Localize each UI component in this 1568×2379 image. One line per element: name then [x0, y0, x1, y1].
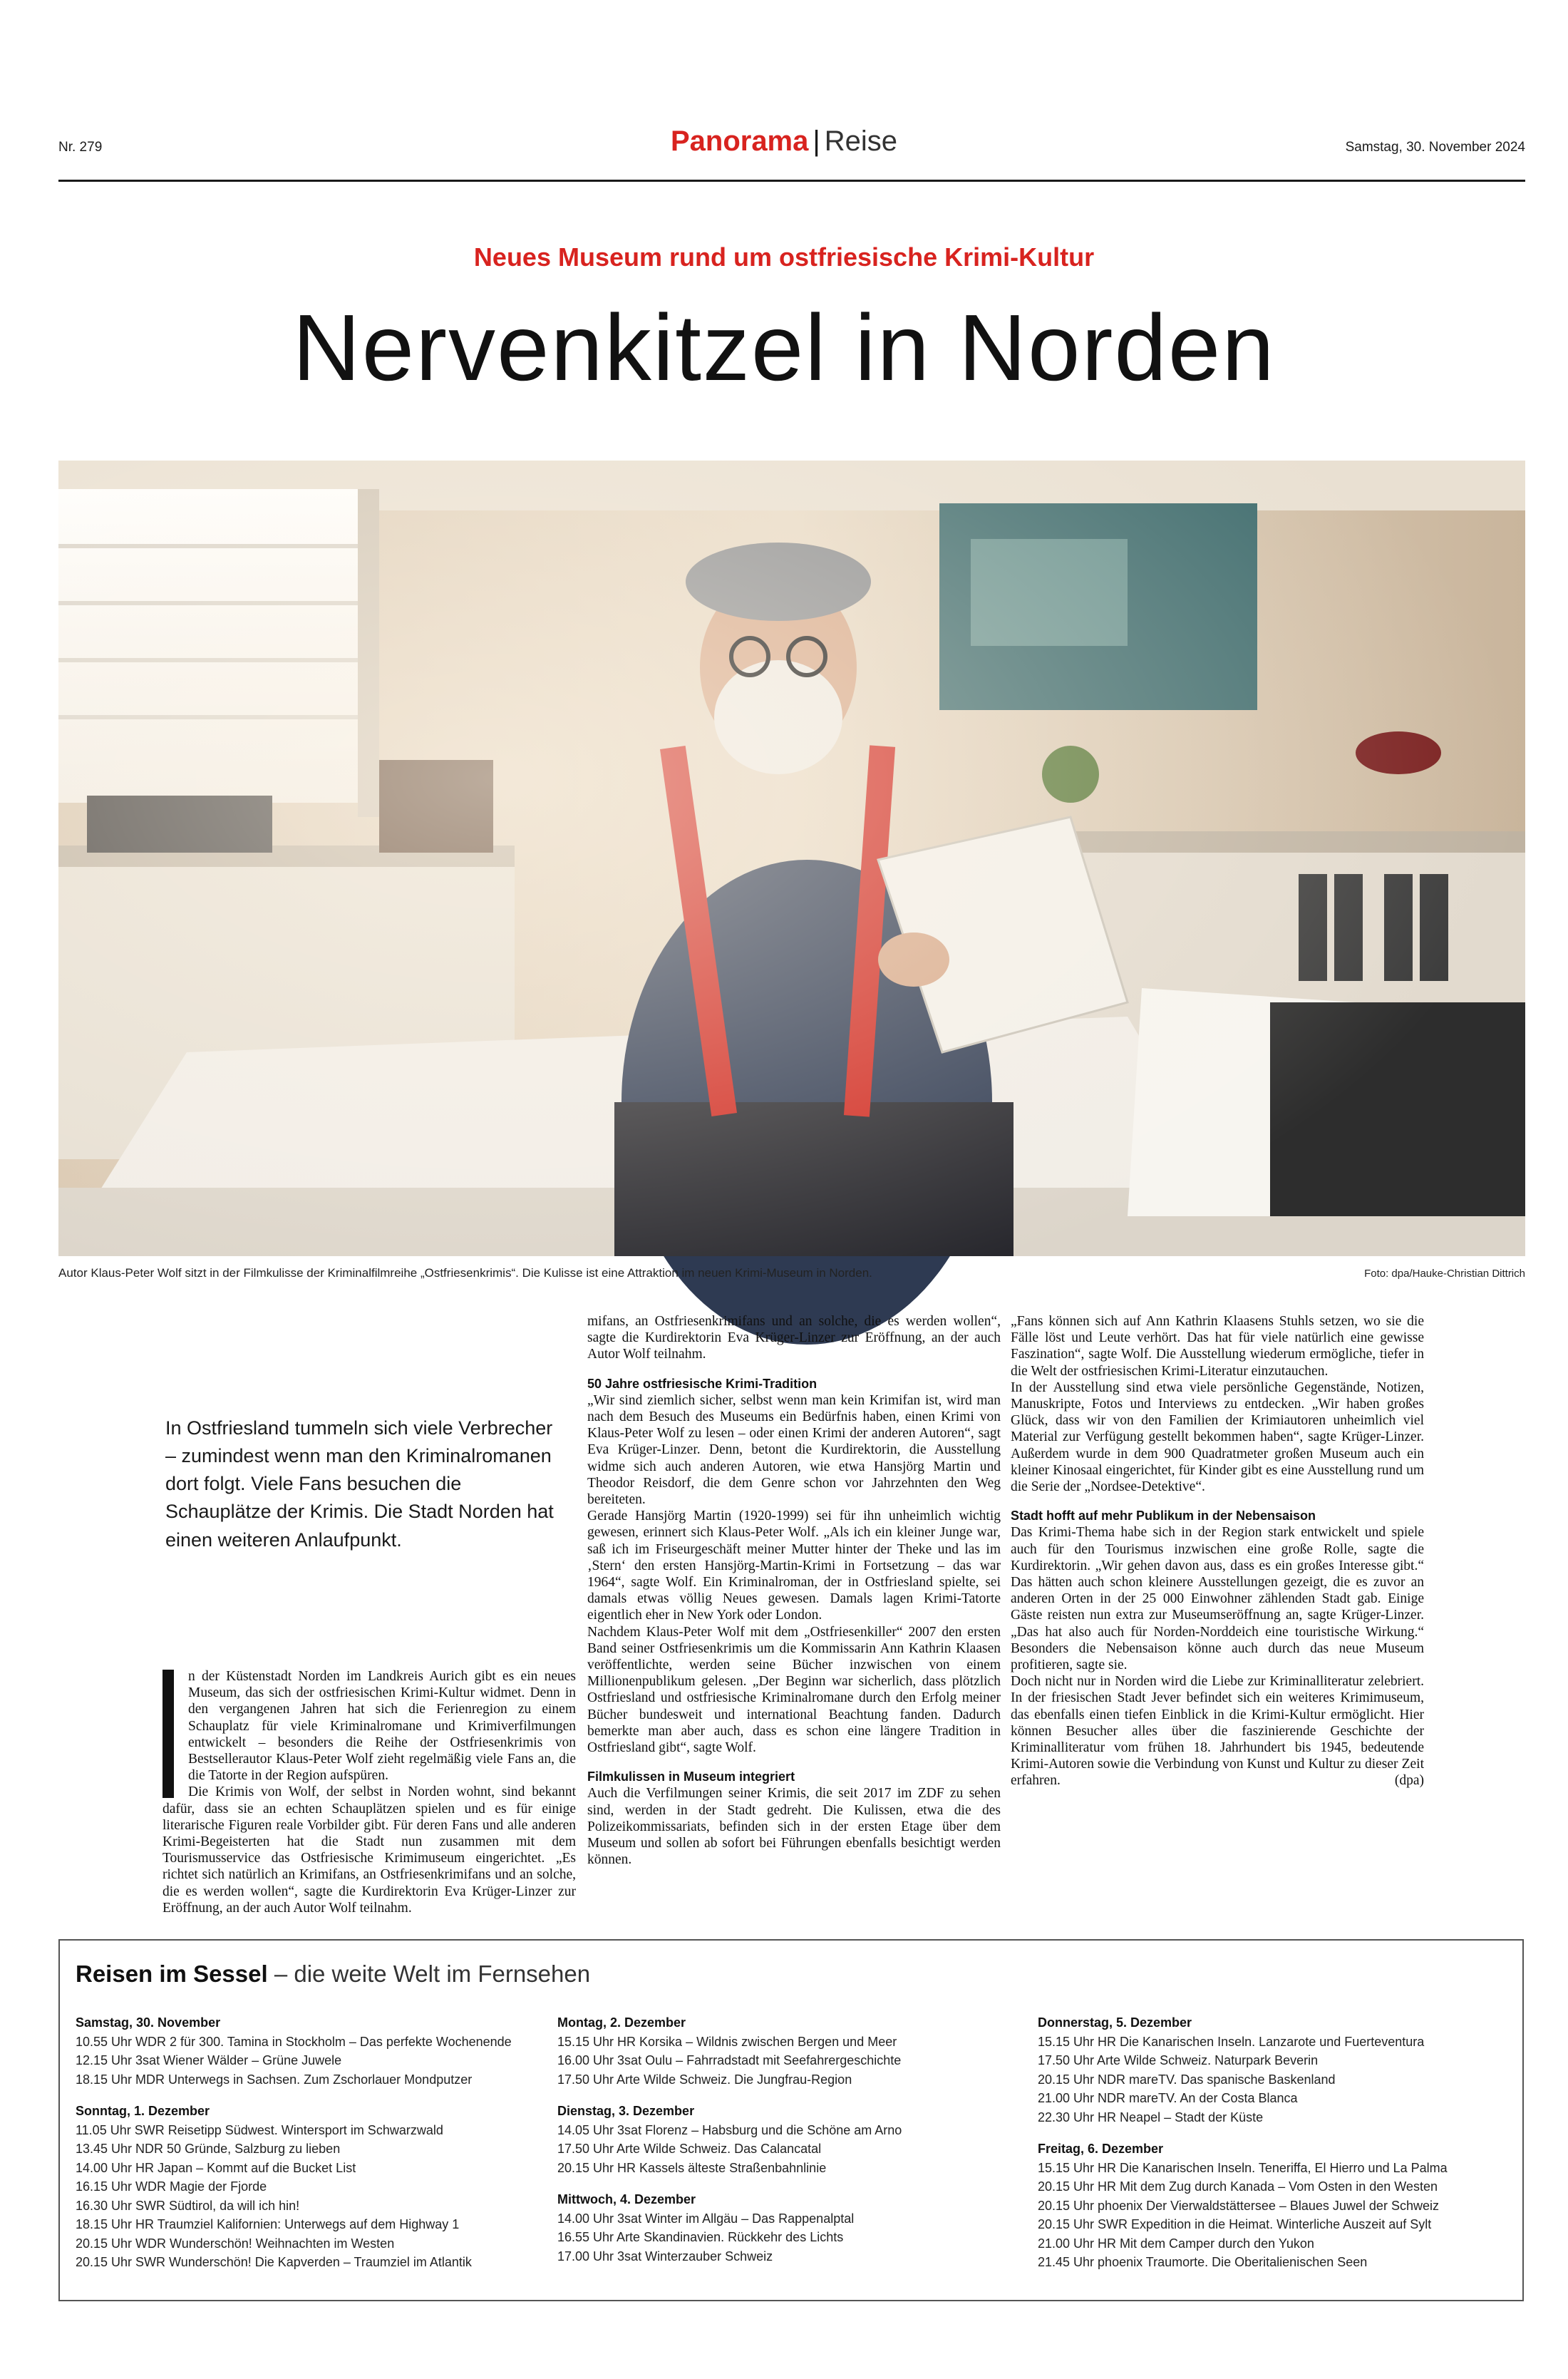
tv-listing-item: 15.15 Uhr HR Korsika – Wildnis zwischen Bergen und Meer	[557, 2034, 897, 2049]
tv-listing-item: 15.15 Uhr HR Die Kanarischen Inseln. Lanzarote und Fuerteventura	[1038, 2034, 1425, 2049]
tv-listing-item: 16.15 Uhr WDR Magie der Fjorde	[76, 2179, 267, 2194]
tv-column-2	[557, 2013, 1013, 2278]
tv-listing-item: 18.15 Uhr MDR Unterwegs in Sachsen. Zum Zschorlauer Mondputzer	[76, 2072, 473, 2087]
tv-listings-box	[58, 1939, 1524, 2301]
photo-caption: Autor Klaus-Peter Wolf sitzt in der Filmkulisse der Kriminalfilmreihe „Ostfriesenkrimis“. Die Kulisse ist eine Attraktion im neuen Krimi-Museum in Norden.	[58, 1266, 872, 1280]
issue-number: Nr. 279	[58, 140, 103, 155]
tv-day-group	[76, 2102, 532, 2272]
tv-day-heading: Montag, 2. Dezember	[557, 2015, 686, 2030]
article-paragraph: Die Krimis von Wolf, der selbst in Norden wohnt, sind bekannt dafür, dass sie an echten Schauplätzen spielen und es für einige literarische Figuren reale Vorbilder gibt. Für deren Fans und alle anderen Krimi-Begeisterten hat die Stadt nun zusammen mit dem Tourismusservice das Ostfriesische Krimimuseum eingerichtet. „Es richtet sich natürlich an Krimifans, an Ostfriesenkrimifans und an solche, die es werden wollen“, sagte die Kurdirektorin Eva Krüger-Linzer zur Eröffnung, an der auch Autor Wolf teilnahm.	[163, 1784, 576, 1916]
article-column-2	[587, 1313, 1001, 1868]
tv-column-1	[76, 2013, 532, 2285]
tv-day-heading: Mittwoch, 4. Dezember	[557, 2192, 696, 2206]
tv-listing-item: 20.15 Uhr HR Kassels älteste Straßenbahnlinie	[557, 2160, 827, 2175]
tv-title-bold: Reisen im Sessel	[76, 1961, 268, 1987]
article-paragraph: „Fans können sich auf Ann Kathrin Klaasens Stuhls setzen, wo sie die Fälle löst und Leute verhört. Das hat für viele natürlich eine gewisse Faszination“, sagte Wolf. Die Ausstellung wiederum ermögliche, tiefer in die Welt der ostfriesischen Krimi-Literatur einzutauchen.	[1011, 1314, 1424, 1379]
dropcap-letter	[163, 1670, 174, 1798]
article-lead: In Ostfriesland tummeln sich viele Verbrecher – zumindest wenn man den Kriminalromanen dort folgt. Viele Fans besuchen die Schauplätze der Krimis. Die Stadt Norden hat einen weiteren Anlaufpunkt.	[165, 1417, 554, 1551]
tv-listing-item: 20.15 Uhr SWR Wunderschön! Die Kapverden – Traumziel im Atlantik	[76, 2255, 472, 2269]
subheading: Filmkulissen in Museum integriert	[587, 1769, 795, 1784]
tv-listing-item: 15.15 Uhr HR Die Kanarischen Inseln. Teneriffa, El Hierro und La Palma	[1038, 2160, 1448, 2175]
tv-day-heading: Samstag, 30. November	[76, 2015, 221, 2030]
article-paragraph: In der Ausstellung sind etwa viele persönliche Gegenstände, Notizen, Manuskripte, Fotos und Interviews zu entdecken. „Wir haben großes Glück, dass wir von den Familien der Krimiautoren unheimlich viel Material zur Verfügung gestellt bekommen haben“, sagte Krüger-Linzer. Außerdem wurde in dem 900 Quadratmeter großen Museum auch ein kleiner Kinosaal eingerichtet, für Kinder gibt es eine Ausstellung rund um die Serie der „Nordsee-Detektive“.	[1011, 1379, 1424, 1495]
article-paragraph	[163, 1668, 576, 1784]
tv-listing-item: 20.15 Uhr SWR Expedition in die Heimat. Winterliche Auszeit auf Sylt	[1038, 2217, 1432, 2231]
photo-credit: Foto: dpa/Hauke-Christian Dittrich	[1364, 1268, 1525, 1280]
article-paragraph	[1011, 1673, 1424, 1789]
tv-listing-item: 11.05 Uhr SWR Reisetipp Südwest. Wintersport im Schwarzwald	[76, 2122, 443, 2137]
article-paragraph: „Wir sind ziemlich sicher, selbst wenn man kein Krimifan ist, wird man nach dem Besuch des Museums ein Bedürfnis haben, einen Krimi von Klaus-Peter Wolf zu lesen – oder einen Krimi der anderen Autoren“, sagt Eva Krüger-Linzer. Denn, betont die Kurdirektorin, die Ausstellung widme sich auch anderen Autoren, wie etwa Hansjörg Martin und Theodor Reisdorf, die dem Genre schon vor Jahrzehnten den Weg bereiteten.	[587, 1392, 1001, 1508]
tv-listing-item: 20.15 Uhr WDR Wunderschön! Weihnachten im Westen	[76, 2236, 395, 2251]
tv-listing-item: 16.30 Uhr SWR Südtirol, da will ich hin!	[76, 2198, 300, 2213]
article-column-3	[1011, 1313, 1424, 1789]
tv-day-heading: Dienstag, 3. Dezember	[557, 2104, 695, 2118]
tv-title-rest: – die weite Welt im Fernsehen	[267, 1961, 591, 1987]
tv-day-heading: Sonntag, 1. Dezember	[76, 2104, 210, 2118]
tv-listing-item: 18.15 Uhr HR Traumziel Kalifornien: Unterwegs auf dem Highway 1	[76, 2217, 460, 2231]
tv-listing-item: 10.55 Uhr WDR 2 für 300. Tamina in Stockholm – Das perfekte Wochenende	[76, 2034, 512, 2049]
article-paragraph: Nachdem Klaus-Peter Wolf mit dem „Ostfriesenkiller“ 2007 den ersten Band seiner Ostfriesenkrimis um die Kommissarin Ann Kathrin Klaasen veröffentlichte, werden seine Bücher inzwischen von einem Millionenpublikum gelesen. „Der Beginn war sicherlich, dass plötzlich Ostfriesland und ostfriesische Kriminalromane durch den Erfolg meiner Bücher bundesweit und international Beachtung fanden. Dadurch bemerkte man aber auch, dass es schon eine längere Tradition in Ostfriesland gibt“, sagte Wolf.	[587, 1624, 1001, 1756]
tv-listing-item: 14.00 Uhr HR Japan – Kommt auf die Bucket List	[76, 2160, 356, 2175]
section-title: Panorama	[670, 125, 809, 157]
tv-day-heading: Freitag, 6. Dezember	[1038, 2142, 1164, 2156]
tv-listing-item: 21.00 Uhr NDR mareTV. An der Costa Blanca	[1038, 2091, 1298, 2105]
subheading: 50 Jahre ostfriesische Krimi-Tradition	[587, 1376, 817, 1391]
tv-listing-item: 16.00 Uhr 3sat Oulu – Fahrradstadt mit Seefahrergeschichte	[557, 2053, 902, 2067]
tv-listing-item: 12.15 Uhr 3sat Wiener Wälder – Grüne Juwele	[76, 2053, 342, 2067]
subsection-title: Reise	[824, 125, 898, 157]
photo-light-overlay	[58, 461, 1525, 1256]
tv-day-heading: Donnerstag, 5. Dezember	[1038, 2015, 1192, 2030]
section-header	[0, 125, 1568, 158]
article-paragraph: Gerade Hansjörg Martin (1920-1999) sei für ihn unheimlich wichtig gewesen, erinnert sich Klaus-Peter Wolf. „Als ich ein kleiner Junge war, saß ich im Friseurgeschäft meiner Mutter hinter der Theke und las im ‚Stern‘ den ersten Hansjörg-Martin-Krimi in Fortsetzung – das war 1964“, sagte Wolf. Ein Kriminalroman, der in Ostfriesland spielte, sei damals etwas völlig Neues gewesen. Damals lagen Krimi-Tatorte eigentlich eher in New York oder London.	[587, 1509, 1001, 1623]
tv-listing-item: 22.30 Uhr HR Neapel – Stadt der Küste	[1038, 2110, 1264, 2124]
tv-day-group	[557, 2102, 1013, 2177]
article-paragraph: Das Krimi-Thema habe sich in der Region stark entwickelt und spiele auch für den Tourismus inzwischen eine große Rolle, sagte die Kurdirektorin. „Wir gehen davon aus, dass es ein großes Interesse gibt.“ Das hätten auch schon kleinere Ausstellungen gezeigt, die es zuvor an anderen Orten in der 25 000 Einwohner zählenden Stadt gab. Einige Gäste reisten nun extra zur Museumseröffnung an, sagte Krüger-Linzer. „Das hat also auch für Norden-Norddeich eine touristische Wirkung.“ Besonders die Nebensaison könne auch durch das neue Museum profitieren, sagte sie.	[1011, 1525, 1424, 1673]
article-paragraph: Auch die Verfilmungen seiner Krimis, die seit 2017 im ZDF zu sehen sind, werden in der Stadt gedreht. Die Kulissen, etwa die des Polizeikommissariats, befinden sich in der ersten Etage über dem Museum und sollen ab sofort bei Führungen ebenfalls besichtigt werden können.	[587, 1786, 1001, 1868]
tv-day-group	[557, 2190, 1013, 2266]
tv-listing-item: 17.00 Uhr 3sat Winterzauber Schweiz	[557, 2249, 773, 2264]
tv-listing-item: 17.50 Uhr Arte Wilde Schweiz. Das Calancatal	[557, 2142, 822, 2156]
article-column-1	[163, 1668, 576, 1916]
tv-listing-item: 13.45 Uhr NDR 50 Gründe, Salzburg zu lieben	[76, 2142, 341, 2156]
tv-listing-item: 14.05 Uhr 3sat Florenz – Habsburg und die Schöne am Arno	[557, 2122, 902, 2137]
section-separator: |	[813, 125, 820, 157]
article-headline: Nervenkitzel in Norden	[292, 295, 1276, 400]
tv-listing-item: 20.15 Uhr phoenix Der Vierwaldstättersee – Blaues Juwel der Schweiz	[1038, 2198, 1439, 2213]
paragraph-text: Doch nicht nur in Norden wird die Liebe zur Kriminalliteratur zelebriert. In der friesischen Stadt Jever befindet sich ein weiteres Krimimuseum, das ebenfalls einen tiefen Einblick in die Krimi-Kultur ermöglicht. Hier können Besucher alles über die faszinierende Geschichte der Kriminalliteratur vom frühen 18. Jahrhundert bis 1945, bedeutende Krimi-Autoren sowie die Verbindung von Kunst und Kultur zu dieser Zeit erfahren.	[1011, 1674, 1424, 1789]
subheading: Stadt hofft auf mehr Publikum in der Nebensaison	[1011, 1509, 1316, 1524]
article-kicker: Neues Museum rund um ostfriesische Krimi-Kultur	[473, 242, 1095, 272]
tv-listing-item: 20.15 Uhr NDR mareTV. Das spanische Baskenland	[1038, 2072, 1336, 2087]
tv-listing-item: 17.50 Uhr Arte Wilde Schweiz. Die Jungfrau-Region	[557, 2072, 852, 2087]
tv-box-title	[76, 1961, 590, 1988]
dropcap	[163, 1670, 180, 1798]
tv-day-group	[1038, 2139, 1494, 2272]
tv-day-group	[557, 2013, 1013, 2089]
tv-listing-item: 21.00 Uhr HR Mit dem Camper durch den Yukon	[1038, 2236, 1314, 2251]
tv-listing-item: 20.15 Uhr HR Mit dem Zug durch Kanada – Vom Osten in den Westen	[1038, 2179, 1438, 2194]
header-rule	[58, 180, 1525, 182]
issue-date: Samstag, 30. November 2024	[1345, 140, 1525, 155]
paragraph-text: n der Küstenstadt Norden im Landkreis Aurich gibt es ein neues Museum, das sich der ostfriesischen Krimi-Kultur widmet. Denn in den vergangenen Jahren hat sich die Ferienregion zu einem Schauplatz für viele Kriminalromane und Krimiverfilmungen entwickelt – besonders die Reihe der Ostfriesenkrimis von Bestsellerautor Klaus-Peter Wolf zieht regelmäßig viele Fans an, die die Tatorte in der Region aufspüren.	[188, 1669, 576, 1784]
agency-credit: (dpa)	[1394, 1773, 1424, 1789]
tv-column-3	[1038, 2013, 1494, 2285]
article-paragraph-continued: mifans, an Ostfriesenkrimifans und an solche, die es werden wollen“, sagte die Kurdirektorin Eva Krüger-Linzer zur Eröffnung, an der auch Autor Wolf teilnahm.	[587, 1314, 1001, 1362]
tv-listing-item: 17.50 Uhr Arte Wilde Schweiz. Naturpark Beverin	[1038, 2053, 1319, 2067]
article-photo	[58, 461, 1525, 1256]
tv-listing-item: 16.55 Uhr Arte Skandinavien. Rückkehr des Lichts	[557, 2230, 844, 2244]
tv-day-group	[1038, 2013, 1494, 2127]
tv-listing-item: 14.00 Uhr 3sat Winter im Allgäu – Das Rappenalptal	[557, 2211, 855, 2226]
tv-listing-item: 21.45 Uhr phoenix Traumorte. Die Oberitalienischen Seen	[1038, 2255, 1368, 2269]
tv-day-group	[76, 2013, 532, 2089]
